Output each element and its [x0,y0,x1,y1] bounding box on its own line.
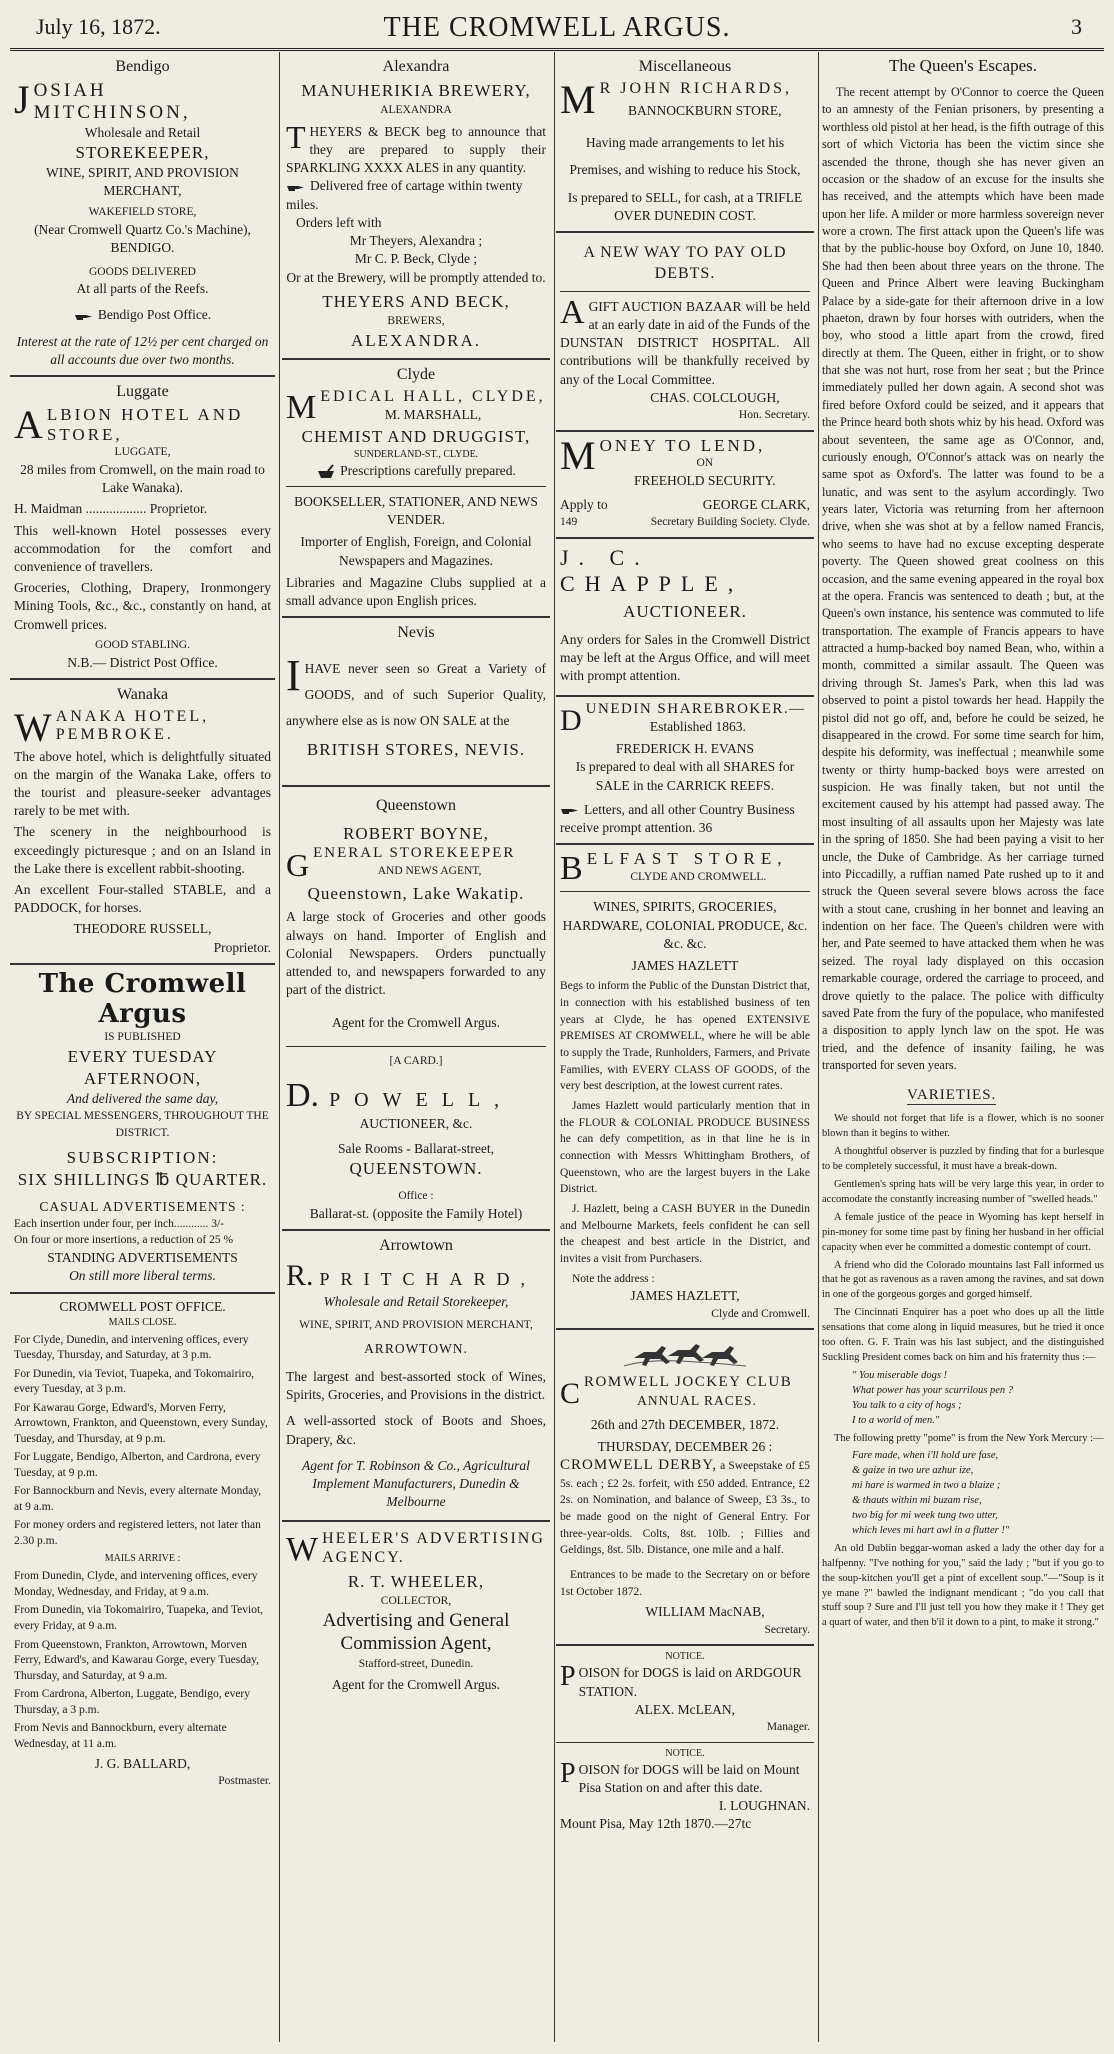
variety-item: A friend who did the Colorado mountains last Fall informed us that he got as ravenous as a raven among the ravines, and sat down in one of the gorgeous gorges and gorged himself. [822,1259,1104,1301]
ad-wheeler [282,1522,550,1700]
ad-line: AUCTIONEER, &c. [359,1116,473,1132]
ad-signature: I. LOUGHNAN. [718,1798,810,1814]
ad-line: Secretary Building Society. Clyde. [650,516,810,529]
notice-title: NOTICE. [665,1651,705,1663]
section-heading: Bendigo [115,58,170,75]
ad-paragraph: The above hotel, which is delightfully situated on the margin of the Wanaka Lake, offers to the tourist and pleasure-seeker advantages rarely to be met with. [14,748,271,819]
drop-cap: G [286,847,310,884]
ad-paragraph: The scenery in the neighbourhood is exceedingly picturesque ; and on an Island in the Lake there is excellent rabbit-shooting. [14,824,271,876]
ad-line: JAMES HAZLETT, [630,1288,740,1304]
ad-line: At all parts of the Reefs. [76,281,209,297]
argus-notice [10,965,275,1294]
ad-paragraph: J. Hazlett, being a CASH BUYER in the Dunedin and Melbourne Markets, feels confident he can sell the cheapest and best article in the District, and invites a visit from Purchasers. [560,1203,810,1266]
ad-line: IS PUBLISHED [104,1030,181,1043]
post-office-notice [10,1294,275,1796]
ad-belfast-store [556,845,814,1330]
ad-line: ROBERT BOYNE, [343,824,489,844]
drop-cap: T [286,118,306,155]
ad-role: Manager. [766,1721,810,1733]
ad-paragraph: GIFT AUCTION BAZAAR will be held at an early date in aid of the Funds of the DUNSTAN DISTRICT HOSPITAL. All contributions will be thankfully received by any of the Local Committee. [560,298,810,387]
ad-alexandra [282,52,550,360]
ad-richards [556,52,814,233]
ad-bendigo [10,52,275,377]
ad-signature: ALEX. McLEAN, [634,1701,736,1717]
ad-line: ON [696,457,714,470]
ad-line: WAKEFIELD STORE, [88,206,197,219]
ad-line: AND NEWS AGENT, [377,864,482,877]
mail-item: For Kawarau Gorge, Edward's, Morven Ferry, Arrowtown, Frankton, and Queenstown, every Sunday, Tuesday, and Thursday, at 9 p.m. [14,1401,268,1445]
drop-cap: A [560,293,585,331]
ad-paragraph: This well-known Hotel possesses every accommodation for the comfort and convenience of travellers. [14,522,271,574]
section-heading: Wanaka [116,685,169,703]
column-2 [282,52,555,2042]
ad-line: N.B.— District Post Office. [67,654,218,670]
drop-cap: M [560,432,596,478]
ad-line: THEODORE RUSSELL, [73,921,212,937]
ad-paragraph: The largest and best-assorted stock of Wines, Spirits, Groceries, and Provisions in the district. [286,1368,546,1403]
issue-date: July 16, 1872. [36,14,161,39]
ad-jockey-club [556,1330,814,1646]
drop-cap: R. [286,1258,314,1292]
article-queens-escapes [822,56,1104,1074]
ad-line: Importer of English, Foreign, and Colonial Newspapers and Magazines. [300,534,532,568]
ad-queenstown [282,787,550,1231]
poem-line: What power has your scurrilous pen ? [852,1384,1013,1396]
ad-line: ALEXANDRA. [350,330,482,350]
advertiser-name: POWELL, [329,1089,514,1112]
poem-line: two big for mi week tung two utter, [852,1510,998,1522]
poem-line: & thauts within mi buzam rise, [852,1495,982,1507]
ad-line: Interest at the rate of 12½ per cent charged on all accounts due over two months. [16,333,269,367]
mail-item: For Clyde, Dunedin, and intervening offices, every Tuesday, Thursday, and Saturday, at 3 p.m. [14,1333,249,1362]
ad-line: Stafford-street, Dunedin. [358,1657,474,1670]
ad-line: JAMES HAZLETT [631,958,739,974]
poem-line: which leves mi hart awl in a flutter !" [852,1524,1010,1536]
ad-line: Delivered free of cartage within twenty miles. [286,178,523,212]
page-number: 3 [1071,14,1082,39]
section-heading: Clyde [396,365,436,383]
advertiser-name: LBION HOTEL AND STORE, [46,405,244,444]
ad-line: Mount Pisa, May 12th 1870.—27tc [560,1816,752,1832]
drop-cap: D. [286,1077,320,1115]
ad-line: Bendigo Post Office. [97,307,212,323]
ad-line: Wholesale and Retail Storekeeper, [323,1293,509,1309]
mail-item: From Nevis and Bannockburn, every alternate Wednesday, at 11 a.m. [14,1722,227,1750]
variety-item: We should not forget that life is a flower, which is no sooner blown than it begins to wither. [822,1113,1104,1140]
advertiser-name: MANUHERIKIA BREWERY, [301,81,531,100]
ad-signature: CHAS. COLCLOUGH, [650,389,780,405]
drop-cap: B [560,850,583,888]
ad-paragraph: Begs to inform the Public of the Dunstan District that, in connection with his established business of ten years at Clyde, he has opened EXTENSIVE PREMISES AT CROMWELL, where he will be able to supply the Trade, Runholders, Farmers, and Private Families, with EVERY CLASS OF GOODS, of the very best description, at the lowest current rates. [560,980,810,1093]
ad-arrowtown [282,1231,550,1523]
ad-paragraph: OISON for DOGS is laid on ARDGOUR STATION. [578,1665,802,1699]
poem-line: I to a world of men." [852,1414,940,1426]
variety-item: The Cincinnati Enquirer has a poet who does up all the little sensations that come along in liquid measures, but he tried it once too often. G. F. Train was his last subject, and the distinguished Suckling President comes back on him and his fraternity thus :— [822,1307,1104,1363]
ad-line: Proprietor. [213,939,271,955]
ad-line: Is prepared to deal with all SHARES for SALE in the CARRICK REEFS. [575,759,795,793]
ad-role: Secretary. [764,1623,810,1636]
pointing-hand-icon [560,806,580,815]
ad-line: FREDERICK H. EVANS [615,741,755,757]
ad-wanaka [10,680,275,965]
ad-line: LUGGATE, [114,446,171,459]
drop-cap: A [14,402,43,448]
mails-arrive-heading: MAILS ARRIVE : [104,1553,181,1565]
advertiser-name: ONEY TO LEND, [599,435,766,455]
advertiser-name: PRITCHARD, [319,1268,537,1289]
ad-line: Or at the Brewery, will be promptly attended to. [286,269,546,285]
argus-title: The Cromwell Argus [38,968,247,1029]
ad-line: Mr Theyers, Alexandra ; [349,233,483,249]
pointing-hand-icon [74,312,94,321]
poem [822,1449,1104,1538]
ad-line: SIX SHILLINGS ℔ QUARTER. [17,1170,268,1190]
ad-number: 36 [698,820,713,836]
advertiser-name: ROMWELL JOCKEY CLUB [584,1374,793,1391]
masthead [10,8,1104,51]
ad-notice-ardgour [556,1646,814,1742]
ad-line: BOOKSELLER, STATIONER, AND NEWS VENDER. [294,493,538,528]
mail-item: For Bannockburn and Nevis, every alternate Monday, at 9 a.m. [14,1485,262,1513]
ad-line: Office : [398,1189,434,1202]
article-varieties [822,1077,1104,1631]
ad-line: AUCTIONEER. [623,601,747,621]
ad-paragraph: Entrances to be made to the Secretary on or before 1st October 1872. [560,1569,810,1598]
ad-line: CROMWELL DERBY, [560,1457,717,1474]
advertiser-name: R JOHN RICHARDS, [599,80,793,97]
advertiser-name: EDICAL HALL, CLYDE, [320,387,546,405]
ad-paragraph: HEYERS & BECK beg to announce that they are prepared to supply their SPARKLING XXXX ALES in any quantity. [286,123,546,176]
ad-line: GOODS DELIVERED [88,265,196,278]
variety-item: Gentlemen's spring hats will be very large this year, in order to accomodate the constantly increasing number of "swelled heads." [822,1179,1104,1205]
ad-line: M. MARSHALL, [384,406,482,422]
post-title: CROMWELL POST OFFICE. [59,1298,226,1314]
ad-line: Prescriptions carefully prepared. [340,462,516,478]
section-heading: Miscellaneous [638,58,732,75]
ad-line: H. Maidman .................. Proprietor. [14,501,208,517]
ad-line: BREWERS, [387,314,445,327]
ad-line: Agent for the Cromwell Argus. [331,1014,501,1030]
drop-cap: P [560,1661,576,1693]
ad-line: Established 1863. [649,718,746,734]
ad-number: 149 [560,516,578,529]
advertiser-name: OSIAH MITCHINSON, [33,80,191,123]
ad-line: THEYERS AND BECK, [322,291,510,311]
poem-line: & gaize in two ure azhur ize, [852,1465,974,1477]
ad-paragraph: A well-assorted stock of Boots and Shoes, Drapery, &c. [286,1413,546,1447]
ad-line: STANDING ADVERTISEMENTS [47,1250,238,1266]
mail-item: For Dunedin, via Teviot, Tuapeka, and Tokomairiro, every Tuesday, at 3 p.m. [14,1367,255,1396]
newspaper-title: THE CROMWELL ARGUS. [383,12,731,43]
column-4 [822,52,1104,2042]
ad-luggate [10,377,275,680]
section-heading: Luggate [116,383,169,401]
advertiser-name: HEELER'S ADVERTISING AGENCY. [322,1530,545,1566]
ad-line: ALEXANDRA [380,104,452,117]
drop-cap: W [286,1531,319,1569]
section-heading: Arrowtown [379,1236,453,1254]
ad-paragraph: An excellent Four-stalled STABLE, and a PADDOCK, for horses. [14,882,271,916]
ad-line: 26th and 27th DECEMBER, 1872. [590,1416,780,1432]
ad-line: BY SPECIAL MESSENGERS, THROUGHOUT THE DISTRICT. [16,1109,269,1139]
drop-cap: D [560,703,582,737]
ad-line: [A CARD.] [389,1054,443,1067]
ad-nevis [282,618,550,787]
poem [822,1369,1104,1429]
drop-cap: I [286,651,301,701]
ad-paragraph: Agent for T. Robinson & Co., Agricultural Implement Manufacturers, Dunedin & Melbourne [302,1457,530,1510]
ad-line: Is prepared to SELL, for cash, at a TRIFLE OVER DUNEDIN COST. [567,189,803,223]
racehorses-illustration-icon [620,1336,750,1370]
advertiser-name: ELFAST STORE, [586,849,788,869]
article-title: The Queen's Escapes. [889,56,1037,75]
ad-line: CHEMIST AND DRUGGIST, [301,426,531,446]
drop-cap: J [14,77,30,122]
column-1 [10,52,280,2042]
poem-line: You talk to a city of hogs ; [852,1399,962,1411]
ad-line: GOOD STABLING. [95,638,190,651]
mail-item: From Cardrona, Alberton, Luggate, Bendigo, every Thursday, a 3 p.m. [14,1688,251,1716]
ad-line: Apply to [560,497,608,513]
ad-paragraph: a Sweepstake of £5 5s. each ; £2 2s. forfeit, with £50 added. Entrance, £2 2s. on Nomination, and balance of Sweep, £3 3s., to be made good on the night of General Entry. For three-year-olds. Colts, 8st. 10lb. ; Fillies and Geldings, 8st. 5lb. Distance, one mile and a half. [560,1460,810,1557]
ad-line: CLYDE AND CROMWELL. [630,870,767,883]
mail-item: From Dunedin, via Tokomairiro, Tuapeka, and Teviot, every Friday, at 9 a.m. [14,1604,264,1632]
ad-line: Note the address : [572,1272,655,1285]
mortar-and-pestle-icon [316,464,336,480]
advertiser-name: ANAKA HOTEL, PEMBROKE. [55,707,210,744]
ad-line: WINE, SPIRIT, AND PROVISION MERCHANT, [299,1319,533,1332]
ad-notice-mount-pisa [556,1743,814,1840]
ad-paragraph: James Hazlett would particularly mention that in the FLOUR & COLONIAL PRODUCE BUSINESS he can defy competition, as in that line he is in connection with Messrs Whittingham Brothers, of Queenstown, who are the largest buyers in the Lake District. [560,1100,810,1196]
drop-cap: M [560,77,596,122]
ad-line: (Near Cromwell Quartz Co.'s Machine), BENDIGO. [34,222,251,256]
section-heading: Queenstown [376,797,456,815]
ad-line: SUNDERLAND-ST., CLYDE. [353,448,479,460]
ad-title: A NEW WAY TO PAY OLD DEBTS. [583,244,787,282]
ad-line: SUBSCRIPTION: [66,1148,219,1168]
ad-line: Sale Rooms - Ballarat-street, [338,1140,494,1156]
ad-line: On four or more insertions, a reduction of 25 % [14,1234,234,1247]
poem-line: mi hare is warmed in two a blaize ; [852,1480,1001,1492]
ad-line: STOREKEEPER, [75,142,210,162]
ad-line: And delivered the same day, [66,1090,219,1106]
postmaster-name: J. G. BALLARD, [94,1756,191,1772]
variety-item: A thoughtful observer is puzzled by finding that for a burlesque to be completely successful, it must have a break-down. [822,1146,1104,1173]
mail-item: From Queenstown, Frankton, Arrowtown, Morven Ferry, Edward's, and Kawarau Gorge, every Tuesday, Thursday, and Saturday, at 9 a.m. [14,1638,259,1682]
ad-line: Having made arrangements to let his Premises, and wishing to reduce his Stock, [569,134,801,177]
ad-line: Agent for the Cromwell Argus. [331,1677,501,1693]
ad-line: R. T. WHEELER, [347,1572,485,1592]
ad-line: FREEHOLD SECURITY. [634,472,776,488]
drop-cap: M [286,388,317,426]
drop-cap: C [560,1377,581,1411]
ad-paragraph: A large stock of Groceries and other goods always on hand. Importer of English and Colonial Newspapers. Orders punctually attended to, and newspapers forwarded to any part of the district. [286,909,546,998]
ad-paragraph: Any orders for Sales in the Cromwell District may be left at the Argus Office, and will meet with prompt attention. [560,632,810,684]
ad-gift-auction [556,233,814,432]
drop-cap: P [560,1757,576,1789]
ad-role: Hon. Secretary. [738,408,810,421]
ad-paragraph: Groceries, Clothing, Drapery, Ironmongery Mining Tools, &c., &c., constantly on hand, at Cromwell prices. [14,580,271,632]
notice-title: NOTICE. [665,1747,705,1759]
ad-line: Wholesale and Retail [84,124,201,140]
ad-signature: WILLIAM MacNAB, [645,1604,765,1620]
advertiser-name: UNEDIN SHAREBROKER.— [585,700,806,717]
ad-paragraph: HAVE never seen so Great a Variety of GOODS, and of such Superior Quality, anywhere else as is now ON SALE at the [286,661,546,728]
drop-cap: W [14,704,52,750]
ad-clyde [282,360,550,619]
ad-line: WINES, SPIRITS, GROCERIES, HARDWARE, COLONIAL PRODUCE, &c. &c. &c. [562,899,808,951]
variety-item: An old Dublin beggar-woman asked a lady the other day for a halfpenny. "I've nothing for you," said the lady ; "but if you go to the soup-kitchen you'll get a pint of excellent soup."—"Soup is it ye mane ?" bawled the indignant mendicant ; "do you call that stuff soup ? Sure and I'll just tell you how they make it ! They get a quart of water, and then b'il it down to a pint, to make it strong." [822,1542,1104,1629]
ad-line: Advertising and General Commission Agent, [322,1610,510,1654]
article-title: VARIETIES. [907,1087,997,1104]
ad-sharebroker [556,697,814,846]
ad-line: Each insertion under four, per inch............ 3/- [14,1217,224,1230]
ad-line: On still more liberal terms. [69,1268,216,1284]
section-heading: Nevis [397,624,435,642]
ad-line: GEORGE CLARK, [702,497,810,513]
pointing-hand-icon [286,183,306,192]
ad-line: Mr C. P. Beck, Clyde ; [354,251,478,267]
ad-line: BRITISH STORES, NEVIS. [306,740,526,760]
ad-line: Orders left with [296,214,382,230]
postmaster-role: Postmaster. [218,1775,271,1788]
article-body: The recent attempt by O'Connor to coerce the Queen to an amnesty of the Fenian prisoners, by presenting a worthless old pistol at her head, is the fifth outrage of this sort of which Victoria has been the victim since she ascended the throne, though she has never given an occasion or the shadow of an excuse for the insults she has received, and the attempts which have been made upon her life. A milder or more harmless sovereign never wore a crown. The first attack upon the Queen's life was that by the public-house boy Oxford, on June 10, 1840. She had then been about three years on the throne. The Queen and Prince Albert were leaving Buckingham Palace by a side-gate for their afternoon drive in a low phaeton, drawn by four horses with outriders, when the boy, who stood a little apart from the crowd, fired directly at them. The Queen, either in fright, or to show that she was not hurt, rose from her seat ; but the Prince immediately pulled her down again. A second shot was fired before Oxford could be seized, and it appears that the Prince heard both shots whiz by his head. Oxford was about seventeen, the same age as O'Connor, and, curiously enough, O'Connor's attack was on nearly the same spot as Oxford's. The latter was found to be a lunatic, and was sent to the asylum accordingly. Two years later, Victoria was returning from her afternoon drive, when she was shot at by a fellow named Francis, who seems to have had no excuse excepting desperate poverty. The Queen showed great coolness on this occasion, and the same evening appeared in the royal box at the opera. Francis was sentenced to death ; but, at the Queen's own instance, his sentence was commuted to life transportation. The example of Francis appears to have attracted a hump-backed boy named Bean, who, within a month, committed a similar assault. The Queen was driving through St. James's Park, when this lad was observed to point a pistol towards her head. Happily the pistol did not go off, and, before he could be seized, he disappeared in the crowd. For some time search for him, despite his deformity, was ineffectual ; meanwhile some twenty or thirty hump-backed boys were arrested on suspicion. He was finally taken, but not until the excitement caused by his attempt had passed away. The most insulting of all assaults upon her Majesty was late in the spring of 1850. She had been paying a visit to her uncle, the Duke of Cambridge. As her carriage turned into Piccadilly, a ruffian named Pate rushed up to it and struck the Queen several severe blows across the face with a stout cane, crushing in her bonnet and leaving an indention on her face. The Queen's children were with her, and Pate seemed to have attacked them when he was seized. The royal lady displayed on this occasion remarkable courage, ordered the carriage to proceed, and drove quietly to the palace. The police with difficulty saved Pate from the fury of the populace, who manifested a disposition to apply lynch law on the spot. He was tried, and the defence of insanity failing, he was transported for seven years. [822,85,1104,1072]
section-heading: Alexandra [382,58,450,75]
ad-line: COLLECTOR, [380,1595,452,1608]
ad-chapple [556,539,814,697]
ad-line: ANNUAL RACES. [637,1392,757,1408]
variety-item: A female justice of the peace in Wyoming has kept herself in pin-money for some time past by fining her husband in her official capacity when ever he committed a domestic contempt of court. [822,1211,1104,1253]
ad-line: Queenstown, Lake Wakatip. [307,884,525,904]
mails-close-heading: MAILS CLOSE. [108,1316,177,1328]
ad-line: Clyde and Cromwell. [711,1307,810,1320]
column-3 [556,52,819,2042]
advertiser-name: J. C. CHAPPLE, [560,544,744,596]
variety-item: The following pretty "pome" is from the New York Mercury :— [834,1432,1104,1444]
poem-line: Fare made, when i'll hold ure fase, [852,1450,999,1462]
ad-line: CASUAL ADVERTISEMENTS : [39,1198,246,1214]
ad-line: 28 miles from Cromwell, on the main road to Lake Wanaka). [20,461,265,496]
ad-line: Letters, and all other Country Business receive prompt attention. [560,801,795,836]
ad-money-to-lend [556,432,814,539]
ad-line: WINE, SPIRIT, AND PROVISION MERCHANT, [46,165,239,199]
ad-line: EVERY TUESDAY AFTERNOON, [67,1046,218,1088]
ad-line: QUEENSTOWN. [349,1158,483,1178]
mail-item: For money orders and registered letters, not later than 2.30 p.m. [14,1519,261,1547]
ad-line: ARROWTOWN. [364,1340,468,1356]
mail-item: For Luggate, Bendigo, Alberton, and Cardrona, every Tuesday, at 9 p.m. [14,1451,261,1479]
poem-line: " You miserable dogs ! [852,1369,948,1381]
mail-item: From Dunedin, Clyde, and intervening offices, every Monday, Wednesday, and Friday, at 9 a.m. [14,1570,258,1598]
ad-line: Ballarat-st. (opposite the Family Hotel) [309,1205,523,1221]
ad-line: THURSDAY, DECEMBER 26 : [597,1439,773,1455]
advertiser-name: ENERAL STOREKEEPER [313,845,516,862]
ad-line: Libraries and Magazine Clubs supplied at a small advance upon English prices. [286,574,546,608]
ad-line: BANNOCKBURN STORE, [628,103,782,119]
ad-paragraph: OISON for DOGS will be laid on Mount Pisa Station on and after this date. [578,1761,800,1795]
